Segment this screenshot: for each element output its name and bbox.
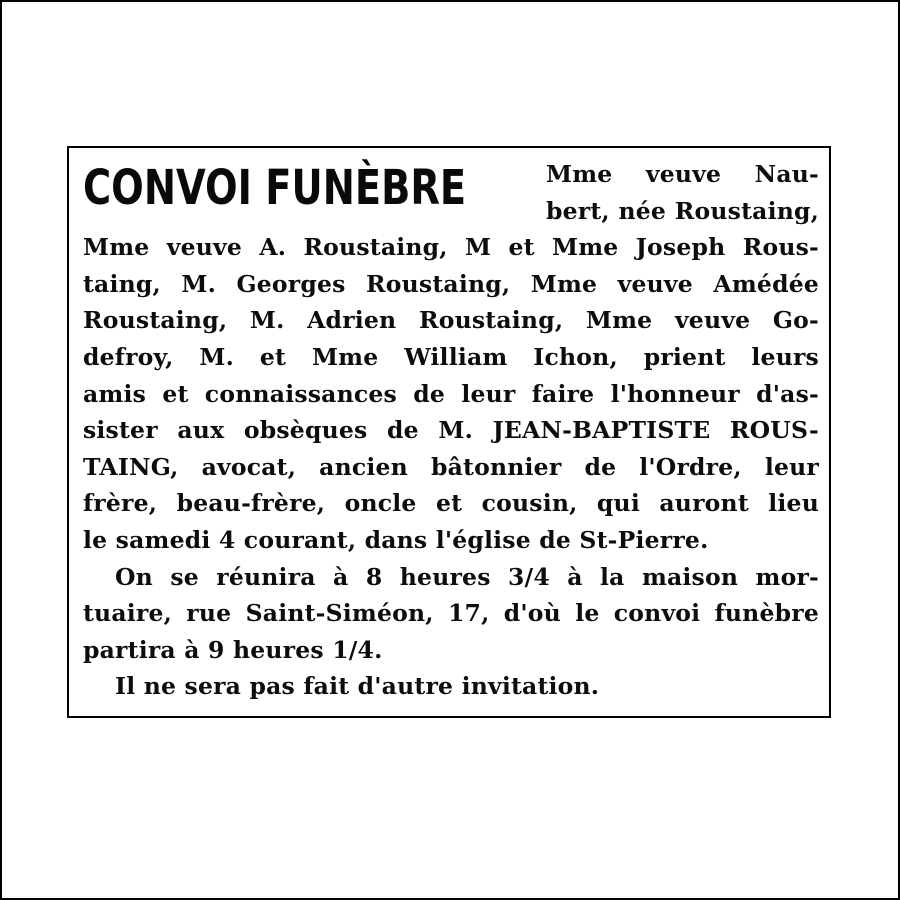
- text-line: Roustaing, M. Adrien Roustaing, Mme veuve Go-: [83, 306, 819, 335]
- text-line: Mme veuve Nau-: [546, 160, 819, 188]
- notice-title: CONVOI FUNÈBRE: [83, 160, 467, 216]
- text-line: bert, née Roustaing,: [546, 196, 819, 225]
- text-line: amis et connaissances de leur faire l'honneur d'as-: [83, 379, 819, 408]
- deceased-name: JEAN-BAPTISTE ROUS-: [492, 416, 819, 445]
- text-line: Mme veuve A. Roustaing, M et Mme Joseph Rous-: [83, 233, 819, 262]
- text-line: Il ne sera pas fait d'autre invitation.: [115, 672, 600, 701]
- text-line: sister aux obsèques de M. JEAN-BAPTISTE ROUS-: [83, 416, 819, 445]
- text-line: On se réunira à 8 heures 3/4 à la maison mor-: [115, 562, 819, 591]
- text-line: defroy, M. et Mme William Ichon, prient leurs: [83, 342, 819, 371]
- text-line: frère, beau-frère, oncle et cousin, qui auront lieu: [83, 489, 819, 518]
- text-line: taing, M. Georges Roustaing, Mme veuve Amédée: [83, 269, 819, 298]
- newspaper-clipping: [67, 146, 831, 718]
- text-line: partira à 9 heures 1/4.: [83, 635, 383, 664]
- text-line: TAING, avocat, ancien bâtonnier de l'Ordre, leur: [83, 452, 819, 481]
- notice-body: [83, 156, 819, 705]
- text-line: tuaire, rue Saint-Siméon, 17, d'où le convoi funèbre: [83, 599, 819, 628]
- text-line: le samedi 4 courant, dans l'église de St-Pierre.: [83, 525, 709, 554]
